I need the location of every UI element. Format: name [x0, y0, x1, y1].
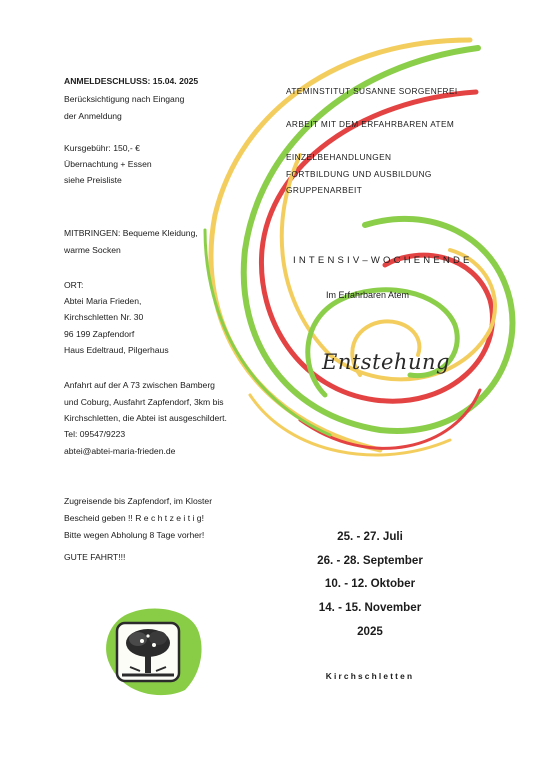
venue-street: Kirchschletten Nr. 30 — [64, 312, 144, 322]
course-fee: Kursgebühr: 150,- € — [64, 143, 140, 153]
date-year: 2025 — [357, 625, 383, 638]
price-reference: siehe Preisliste — [64, 175, 122, 185]
deadline-note-1: Berücksichtigung nach Eingang — [64, 94, 185, 104]
train-info-2: Bescheid geben !! R e c h t z e i t i g! — [64, 513, 204, 523]
lodging-info: Übernachtung + Essen — [64, 159, 152, 169]
venue-city: 96 199 Zapfendorf — [64, 329, 135, 339]
date-1: 25. - 27. Juli — [337, 530, 403, 543]
directions-line-1: Anfahrt auf der A 73 zwischen Bamberg — [64, 380, 215, 390]
registration-deadline: ANMELDESCHLUSS: 15.04. 2025 — [64, 76, 199, 86]
date-2: 26. - 28. September — [317, 554, 423, 567]
offer-1: EINZELBEHANDLUNGEN — [286, 152, 392, 162]
event-title: Entstehung — [322, 350, 450, 374]
train-info-3: Bitte wegen Abholung 8 Tage vorher! — [64, 530, 205, 540]
offer-3: GRUPPENARBEIT — [286, 185, 363, 195]
event-type: INTENSIV–WOCHENENDE — [293, 255, 473, 266]
date-3: 10. - 12. Oktober — [324, 577, 416, 590]
venue-house: Haus Edeltraud, Pilgerhaus — [64, 345, 169, 355]
location-name: Kirchschletten — [325, 671, 415, 681]
event-subtitle: Im Erfahrbaren Atem — [326, 290, 410, 300]
institute-name: ATEMINSTITUT SUSANNE SORGENFREI — [286, 86, 458, 96]
deadline-note-2: der Anmeldung — [64, 111, 122, 121]
train-info-1: Zugreisende bis Zapfendorf, im Kloster — [64, 496, 213, 506]
farewell: GUTE FAHRT!!! — [64, 552, 126, 562]
bring-along-1: MITBRINGEN: Bequeme Kleidung, — [64, 228, 198, 238]
phone-number: Tel: 09547/9223 — [64, 429, 126, 439]
offer-2: FORTBILDUNG UND AUSBILDUNG — [286, 169, 432, 179]
venue-name: Abtei Maria Frieden, — [64, 296, 142, 306]
place-label: ORT: — [64, 280, 84, 290]
date-4: 14. - 15. November — [318, 601, 422, 614]
directions-line-3: Kirchschletten, die Abtei ist ausgeschildert. — [64, 413, 227, 423]
directions-line-2: und Coburg, Ausfahrt Zapfendorf, 3km bis — [64, 397, 224, 407]
bring-along-2: warme Socken — [64, 245, 121, 255]
method-name: ARBEIT MIT DEM ERFAHRBAREN ATEM — [286, 119, 455, 129]
email-address: abtei@abtei-maria-frieden.de — [64, 446, 176, 456]
tree-logo-icon — [100, 605, 206, 697]
